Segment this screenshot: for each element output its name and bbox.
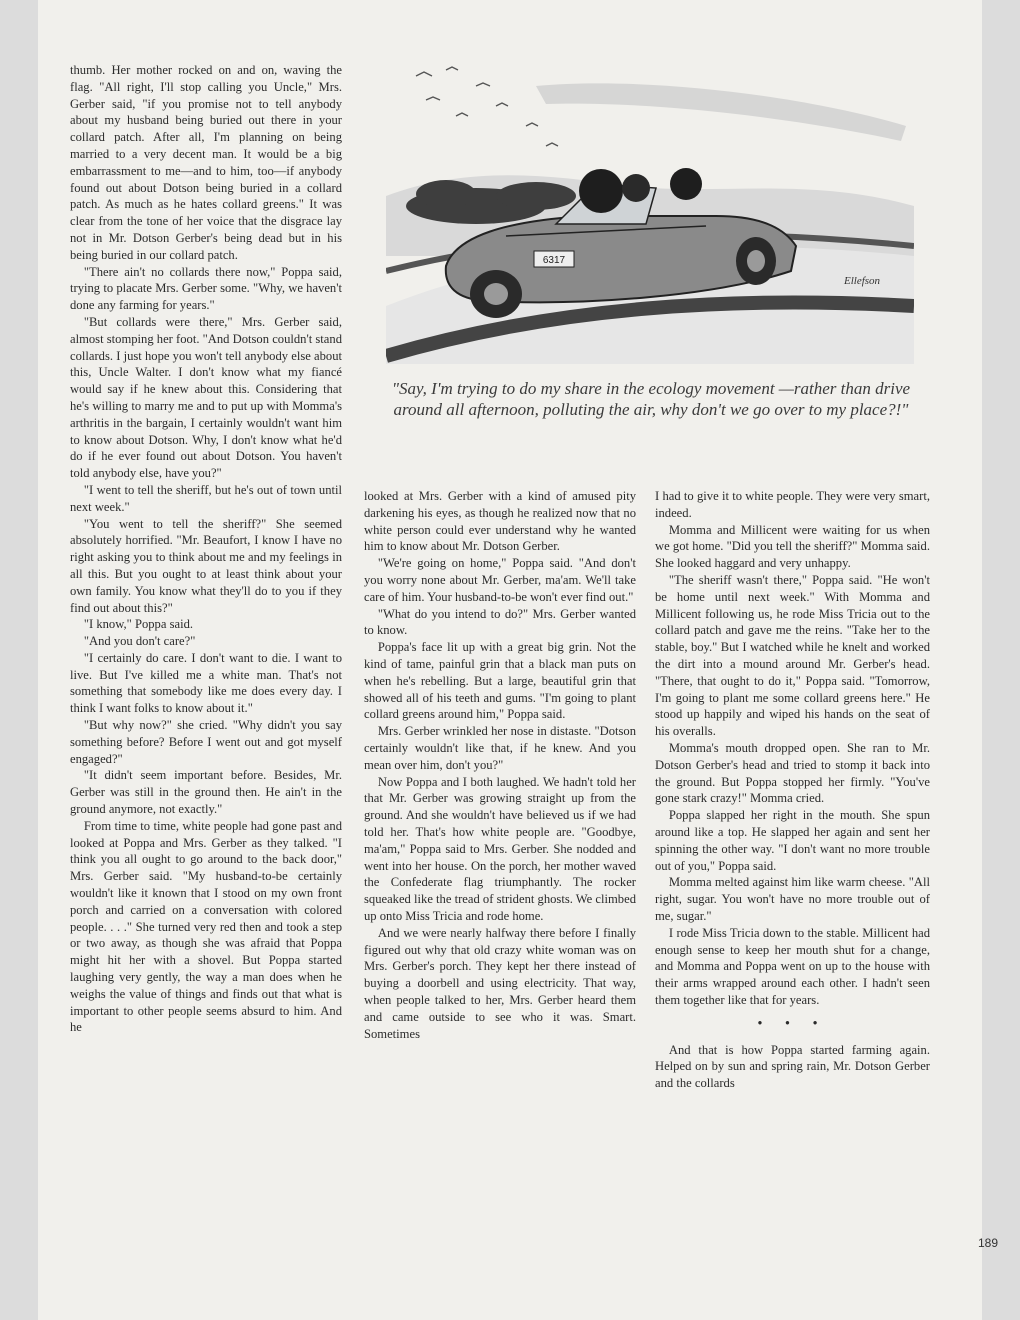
paragraph: "And you don't care?" bbox=[83, 634, 196, 649]
paragraph: Poppa slapped her right in the mouth. She spun around like a top. He slapped her again and sent her spinning the other way. "I don't want no more trouble out of you," Poppa said. bbox=[655, 808, 930, 873]
paragraph: And we were nearly halfway there before I finally figured out why that old crazy white woman was on Mrs. Gerber's porch. They kept her there instead of buying a doorbell and using electricity. That way, when people talked to her, Mrs. Gerber heard them and came outside to see who it was. Smart. Sometimes bbox=[364, 925, 636, 1041]
text-column-3 bbox=[655, 488, 930, 1092]
paragraph: I rode Miss Tricia down to the stable. Millicent had enough sense to keep her mouth shut for a change, and Momma and Poppa went on up to the house with their arms wrapped around each other. I hadn't seen them together like that for years. bbox=[655, 925, 930, 1007]
closing-paragraph: And that is how Poppa started farming again. Helped on by sun and spring rain, Mr. Dotson Gerber and the collards bbox=[655, 1042, 930, 1091]
paragraph: "But collards were there," Mrs. Gerber said, almost stomping her foot. "And Dotson couldn't stand collards. I just hope you won't tell anybody else about this, Uncle Walter. I don't know what my fiancé would say if he knew about this. Considering that he's willing to marry me and to put up with Momma's arthritis in the bargain, I certainly wouldn't want him to know about Dotson. Why, I don't know what he'd do if he ever found out about Dotson. You haven't told anybody else, have you?" bbox=[70, 314, 342, 481]
text-column-2 bbox=[364, 488, 636, 1042]
paragraph: "It didn't seem important before. Besides, Mr. Gerber was still in the ground then. He ain't in the ground anymore, not exactly." bbox=[70, 768, 342, 817]
paragraph: "I went to tell the sheriff, but he's out of town until next week." bbox=[70, 482, 342, 514]
section-separator: • • • bbox=[757, 1015, 828, 1030]
cartoon-caption: "Say, I'm trying to do my share in the ecology movement —rather than drive around all afternoon, polluting the air, why don't we go over to my place?!" bbox=[391, 379, 911, 419]
paragraph: "What do you intend to do?" Mrs. Gerber wanted to know. bbox=[364, 606, 636, 638]
artist-signature: Ellefson bbox=[844, 275, 881, 287]
text-column-1 bbox=[70, 62, 342, 1036]
paragraph: looked at Mrs. Gerber with a kind of amused pity darkening his eyes, as though he realized now that no white person could ever understand why he wanted him to know about Mr. Dotson Gerber. bbox=[364, 489, 636, 554]
paragraph: "You went to tell the sheriff?" She seemed absolutely horrified. "Mr. Beaufort, I know I have no right asking you to think about me and my feelings in all this. But you ought to at least think about your own family. You know what they'll do to you if they find out about this?" bbox=[70, 516, 342, 615]
paragraph: Momma melted against him like warm cheese. "All right, sugar. You won't have no more trouble out of me, sugar." bbox=[655, 875, 930, 923]
paragraph: thumb. Her mother rocked on and on, waving the flag. "All right, I'll stop calling you Uncle," Mrs. Gerber said, "if you promise not to tell anybody about my husband being buried out there in your collard patch. After all, I'm planning on being married to a very decent man. It would be a big embarrassment to me—and to him, too—if anybody found out about Dotson being buried in a collard patch. As much as he hates collard greens." It was clear from the tone of her voice that the disgrace lay not in Mr. Dotson Gerber's being dead but in his being buried in our collard patch. bbox=[70, 63, 342, 262]
paragraph: "But why now?" she cried. "Why didn't you say something before? Before I went out and got myself engaged?" bbox=[70, 718, 342, 766]
license-plate-text: 6317 bbox=[542, 255, 566, 266]
paragraph: "We're going on home," Poppa said. "And don't you worry none about Mr. Gerber, ma'am. We'll take care of him. Your husband-to-be won't ever find out." bbox=[364, 556, 636, 604]
sports-car-cartoon bbox=[386, 56, 914, 364]
paragraph: From time to time, white people had gone past and looked at Poppa and Mrs. Gerber as they talked. "I think you all ought to go around to the back door," Mrs. Gerber said. "My husband-to-be certainly wouldn't like it known that I stood on my own front porch and carried on a conversation with colored people. . . ." She turned very red then and took a step or two away, as though she was afraid that Poppa might hit her with a shovel. But Poppa started laughing very gently, the way a man does when he weighs the value of things and finds out that what is important to other people seems absurd to him. And he bbox=[70, 818, 342, 1035]
paragraph: I had to give it to white people. They were very smart, indeed. bbox=[655, 489, 930, 520]
paragraph: Mrs. Gerber wrinkled her nose in distaste. "Dotson certainly wouldn't like that, if he knew. And you mean over him, don't you?" bbox=[364, 724, 636, 772]
magazine-page bbox=[38, 0, 999, 1320]
paragraph: Now Poppa and I both laughed. We hadn't told her that Mr. Gerber was growing straight up from the ground. And she wouldn't have believed us if we had told her. That's how white people are. "Goodbye, ma'am," Poppa said to Mrs. Gerber. She nodded and went into her house. On the porch, her mother waved the Confederate flag triumphantly. The rocker squeaked like the tread of strident ghosts. We climbed up onto Miss Tricia and rode home. bbox=[364, 774, 636, 923]
cartoon-illustration bbox=[386, 56, 914, 364]
paragraph: Poppa's face lit up with a great big grin. Not the kind of tame, painful grin that a black man puts on when he's rebelling. But a large, beautiful grin that showed all of his teeth and gums. "I'm going to plant collard greens around him," Poppa said. bbox=[364, 640, 636, 722]
column-3-paragraphs bbox=[655, 488, 930, 1009]
paragraph: Momma's mouth dropped open. She ran to Mr. Dotson Gerber's head and tried to stomp it back into the ground. But Poppa stopped her firmly. "You've gone stark crazy!" Momma cried. bbox=[655, 740, 930, 806]
page-number: 189 bbox=[978, 1236, 999, 1250]
paragraph: Momma and Millicent were waiting for us when we got home. "Did you tell the sheriff?" Momma said. She looked haggard and very unhappy. bbox=[655, 522, 930, 571]
paragraph: "There ain't no collards there now," Poppa said, trying to placate Mrs. Gerber some. "Why, we haven't done any farming for years." bbox=[70, 264, 342, 313]
paragraph: "I know," Poppa said. bbox=[83, 617, 194, 632]
paragraph: "The sheriff wasn't there," Poppa said. "He won't be home until next week." With Momma and Millicent following us, he rode Miss Tricia out to the collard patch and gave me the reins. "Take her to the stable, boy." But I watched while he knelt and worked the dirt into a mound around Mr. Gerber's head. "There, that ought to do it," Poppa said. "Tomorrow, I'm going to plant me some collard greens here." He stood up happily and wiped his hands on the seat of his overalls. bbox=[655, 572, 930, 739]
paragraph: "I certainly do care. I don't want to die. I want to live. But I've killed me a white man. That's not something that somebody like me does every day. I think I want folks to know about it." bbox=[70, 650, 342, 716]
